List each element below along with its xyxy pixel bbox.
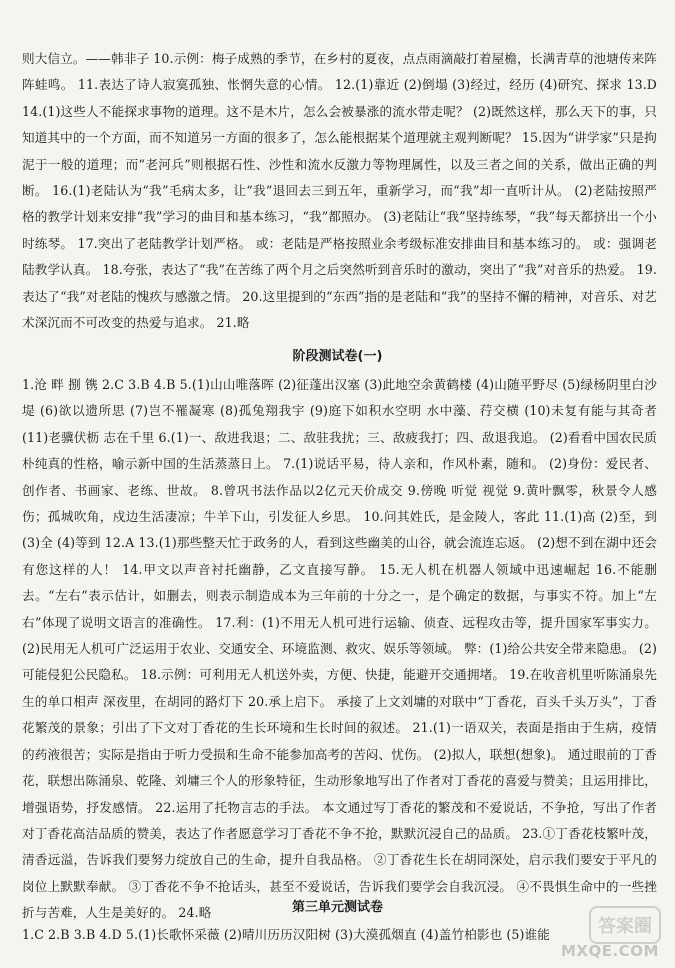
answer-paragraph-1: 则大信立。——韩非子 10.示例：梅子成熟的季节，在乡村的夏夜，点点雨滴敲打着屋檐，长满青草的池塘传来阵阵蛙鸣。 11.表达了诗人寂寞孤独、怅惘失意的心情。 12.(1)靠近 (2)倒塌 (3)经过，经历 (4)研究、探求 13.D 14.(1)这些人不能探求事物的道理。这不是木片，怎么会被暴涨的流水带走呢？ (2)既然这样，那么天下的事，只知道其中的一个方面，而不知道另一方面的很多了，怎么能根据某个道理就主观判断呢？ 15.因为“讲学家”只是拘泥于一般的道理；而“老河兵”则根据石性、沙性和流水反激力等物理属性，以及三者之间的关系，做出正确的判断。 16.(1)老陆认为“我”毛病太多，让“我”退回去三到五年，重新学习，而“我”却一直听计从。 (2)老陆按照严格的教学计划来安排“我”学习的曲目和基本练习，“我”都照办。 (3)老陆让“我”坚持练琴，“我”每天都挤出一个小时练琴。 17.突出了老陆教学计划严格。 或：老陆是严格按照业余考级标准安排曲目和基本练习的。 或：强调老陆教学认真。 18.夸张，表达了“我”在苦练了两个月之后突然听到音乐时的激动，突出了“我”对音乐的热爱。 19.表达了“我”对老陆的愧疚与感激之情。 20.这里提到的“东西”指的是老陆和“我”的坚持不懈的精神，对音乐、对艺术深沉而不可改变的热爱与追求。 21.略 — [22, 51, 657, 331]
answer-paragraph-3: 1.C 2.B 3.B 4.D 5.(1)长歌怀采薇 (2)晴川历历汉阳树 (3)大漠孤烟直 (4)盖竹柏影也 (5)谁能 — [22, 927, 550, 942]
watermark-text: MXQE.COM — [561, 942, 659, 960]
section-heading-unit-3-test: 第三单元测试卷 — [291, 900, 383, 915]
watermark — [555, 904, 667, 962]
section-heading-stage-test-1: 阶段测试卷(一) — [292, 349, 383, 364]
answer-paragraph-2: 1.沧 畔 捌 镌 2.C 3.B 4.B 5.(1)山山唯落晖 (2)征蓬出汉塞 (3)此地空余黄鹤楼 (4)山随平野尽 (5)绿杨阴里白沙堤 (6)欲以遗所思 (7)岂不罹凝寒 (8)孤兔翔我宇 (9)庭下如积水空明 水中藻、荇交横 (10)未复有能与其奇者 (11)老骥伏枥 志在千里 6.(1)一、敌进我退；二、敌驻我扰；三、敌疲我打；四、敌退我追。 (2)看看中国农民质朴纯真的性格，喻示新中国的生活蒸蒸日上。 7.(1)说话平易，待人亲和，作风朴素，随和。 (2)身份：爱民者、创作者、书画家、老练、世故。 8.曾巩书法作品以2亿元天价成交 9.傍晚 听觉 视觉 9.黄叶飘零，秋景令人感伤；孤城吹角，戍边生活凄凉；牛羊下山，引发征人乡思。 10.问其姓氏，是金陵人，客此 11.(1)高 (2)至，到 (3)全 (4)等到 12.A 13.(1)那些整天忙于政务的人，看到这些幽美的山谷，就会流连忘返。 (2)想不到在湖中还会有您这样的人！ 14.甲文以声音衬托幽静，乙文直接写静。 15.无人机在机器人领域中迅速崛起 16.不能删去。“左右”表示估计，如删去，则表示制造成本为三年前的十分之一，是个确定的数据，与事实不符。加上“左右”体现了说明文语言的准确性。 17.利：(1)不用无人机可进行运输、侦查、远程攻击等，提升国家军事实力。 (2)民用无人机可广泛运用于农业、交通安全、环境监测、救灾、娱乐等领域。 弊：(1)给公共安全带来隐患。 (2)可能侵犯公民隐私。 18.示例：可利用无人机送外卖，方便、快捷，能避开交通拥堵。 19.在收音机里听陈涌泉先生的单口相声 深夜里，在胡同的路灯下 20.承上启下。 承接了上文刘墉的对联中“丁香花，百头千头万头”，丁香花繁茂的景象；引出了下文对丁香花的生长环境和生长时间的叙述。 21.(1)一语双关，表面是指由于生病，疫情的药液很苦；实际是指由于听力受损和生命不能参加高考的苦闷、忧伤。 (2)拟人，联想(想象)。 通过眼前的丁香花，联想出陈涌泉、乾隆、刘墉三个人的形象特征，生动形象地写出了作者对丁香花的喜爱与赞美；且运用排比，增强语势，抒发感情。 22.运用了托物言志的手法。 本文通过写丁香花的繁茂和不爱说话，不争抢，写出了作者对丁香花高洁品质的赞美，表达了作者愿意学习丁香花不争不抢，默默沉浸自己的品质。 23.①丁香花枝繁叶茂，清香远溢，告诉我们要努力绽放自己的生命，提升自我品格。 ②丁香花生长在胡同深处，启示我们要安于平凡的岗位上默默奉献。 ③丁香花不争不抢话头，甚至不爱说话，告诉我们要学会自我沉浸。 ④不畏惧生命中的一些挫折与苦难，人生是美好的。 24.略 — [22, 377, 657, 921]
watermark-badge: 答案圈 — [589, 906, 661, 944]
